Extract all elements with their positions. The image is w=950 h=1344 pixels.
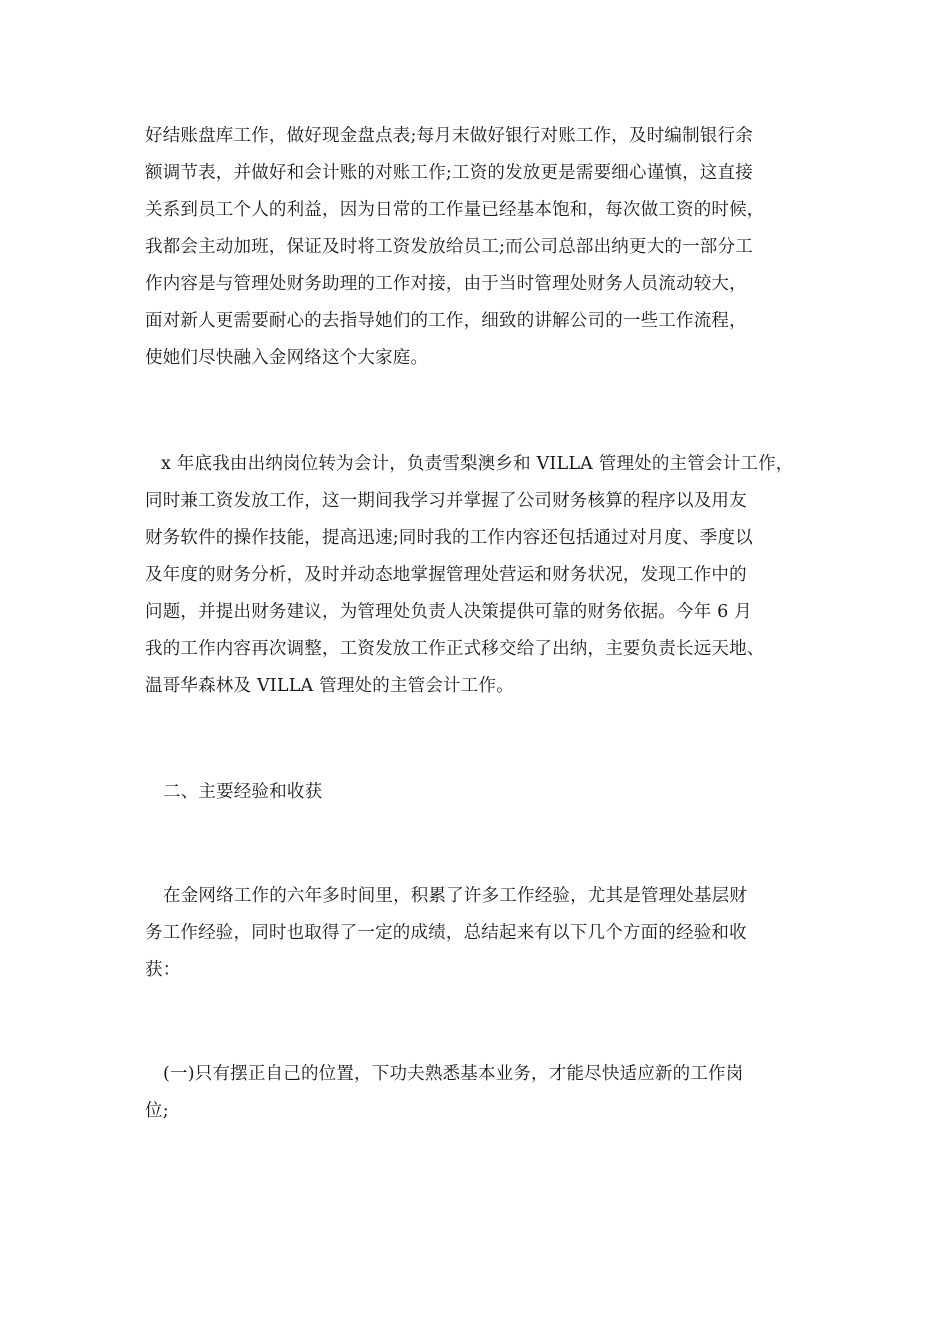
text-line: 问题，并提出财务建议，为管理处负责人决策提供可靠的财务依据。今年 6 月	[145, 602, 752, 622]
text-line: 我的工作内容再次调整，工资发放工作正式移交给了出纳，主要负责长远天地、	[145, 639, 765, 659]
text-line: 位;	[145, 1101, 169, 1121]
text-line: 在金网络工作的六年多时间里，积累了许多工作经验，尤其是管理处基层财	[163, 886, 748, 906]
text-line: 及年度的财务分析，及时并动态地掌握管理处营运和财务状况，发现工作中的	[145, 565, 747, 585]
text-line: 我都会主动加班，保证及时将工资发放给员工;而公司总部出纳更大的一部分工	[145, 237, 753, 257]
text-line: 使她们尽快融入金网络这个大家庭。	[145, 348, 429, 368]
section-heading: 二、主要经验和收获	[163, 782, 323, 802]
text-line: 作内容是与管理处财务助理的工作对接，由于当时管理处财务人员流动较大，	[145, 274, 747, 294]
text-line: (一)只有摆正自己的位置，下功夫熟悉基本业务，才能尽快适应新的工作岗	[163, 1064, 744, 1084]
text-line: 获：	[145, 960, 181, 980]
text-line: 面对新人更需要耐心的去指导她们的工作，细致的讲解公司的一些工作流程，	[145, 311, 747, 331]
text-line: 额调节表，并做好和会计账的对账工作;工资的发放更是需要细心谨慎，这直接	[145, 163, 753, 183]
text-line: 财务软件的操作技能，提高迅速;同时我的工作内容还包括通过对月度、季度以	[145, 528, 753, 548]
text-line: 关系到员工个人的利益，因为日常的工作量已经基本饱和，每次做工资的时候，	[145, 200, 765, 220]
text-line: x 年底我由出纳岗位转为会计，负责雪梨澳乡和 VILLA 管理处的主管会计工作，	[161, 454, 794, 474]
text-line: 好结账盘库工作，做好现金盘点表;每月末做好银行对账工作，及时编制银行余	[145, 126, 753, 146]
text-line: 务工作经验，同时也取得了一定的成绩，总结起来有以下几个方面的经验和收	[145, 923, 747, 943]
text-line: 同时兼工资发放工作，这一期间我学习并掌握了公司财务核算的程序以及用友	[145, 491, 747, 511]
text-line: 温哥华森林及 VILLA 管理处的主管会计工作。	[145, 676, 514, 696]
